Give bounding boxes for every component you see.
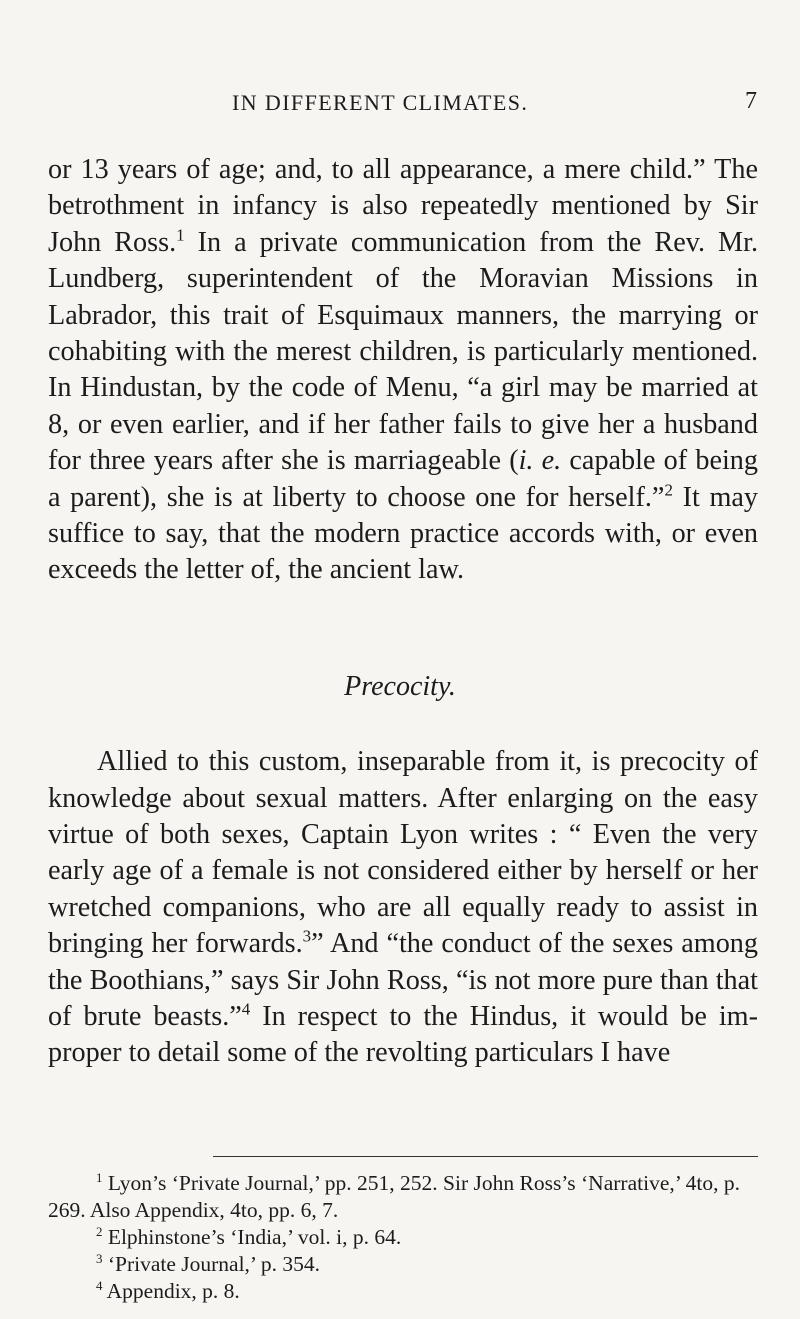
paragraph-1 (48, 152, 758, 589)
body-paragraph-2 (48, 716, 758, 1100)
footnote-ref-2: 2 (664, 480, 673, 500)
footnote-2 (48, 1224, 760, 1251)
footnote-ref-3: 3 (302, 926, 312, 946)
footnote-text: ‘Private Journal,’ p. 354. (102, 1252, 320, 1276)
footnote-mark: 4 (96, 1278, 103, 1293)
text-run: ” And “the conduct of the sexes among the Boothians,” says Sir John Ross, “is not more pure than that of brute beasts.” (48, 928, 758, 1033)
footnote-mark: 3 (96, 1251, 103, 1266)
section-title: Precocity. (344, 671, 456, 702)
page-number: 7 (745, 88, 757, 114)
paragraph-2 (48, 744, 758, 1072)
text-run: Allied to this custom, inseparable from it, is precocity of knowledge about sexual matters. After enlarging on the easy virtue of both sexes, Captain Lyon writes : “ Even the very early age of a female is not considered either by herself or her wretched companions, who are all equally ready to assist in bringing her forwards. (48, 746, 758, 960)
footnote-divider (213, 1156, 758, 1157)
footnote-mark: 1 (96, 1170, 103, 1185)
footnote-3 (48, 1251, 760, 1278)
footnote-4 (48, 1278, 760, 1305)
running-title: IN DIFFERENT CLIMATES. (232, 90, 529, 115)
footnote-text: Elphinstone’s ‘India,’ vol. i, p. 64. (102, 1225, 402, 1249)
footnote-ref-1: 1 (176, 225, 185, 245)
footnote-text: Lyon’s ‘Private Journal,’ pp. 251, 252. Sir John Ross’s ‘Narrative,’ 4to, p. 269. Also Appendix, 4to, pp. 6, 7. (48, 1171, 741, 1222)
text-run: or 13 years of age; and, to all appearance, a mere child.” The betrothment in infancy is also repeatedly mentioned by Sir John Ross. (48, 154, 758, 258)
italic-run: i. e. (518, 445, 562, 477)
footnote-mark: 2 (96, 1224, 103, 1239)
body-paragraph-1 (48, 152, 758, 589)
footnote-text: Appendix, p. 8. (102, 1279, 240, 1303)
running-head (0, 90, 800, 120)
text-run: In a private communication from the Rev. Mr. Lundberg, superintendent of the Moravian Missions in Labrador, this trait of Esquimaux manners, the marrying or cohabiting with the merest children, is particularly mentioned. In Hindustan, by the code of Menu, “a girl may be married at 8, or even earlier, and if her father fails to give her a husband for three years after she is marriageable ( (48, 226, 758, 477)
text-run: capable of being a parent), she is at liberty to choose one for herself.” (48, 445, 758, 513)
text-run: It may suffice to say, that the modern practice accords with, or even exceeds the letter of, the ancient law. (48, 481, 758, 586)
footnote-ref-4: 4 (241, 999, 251, 1019)
footnotes (48, 1170, 760, 1305)
footnote-1 (48, 1170, 760, 1224)
text-run: In respect to the Hindus, it would be improper to detail some of the revolting particulars I have (48, 1001, 758, 1069)
